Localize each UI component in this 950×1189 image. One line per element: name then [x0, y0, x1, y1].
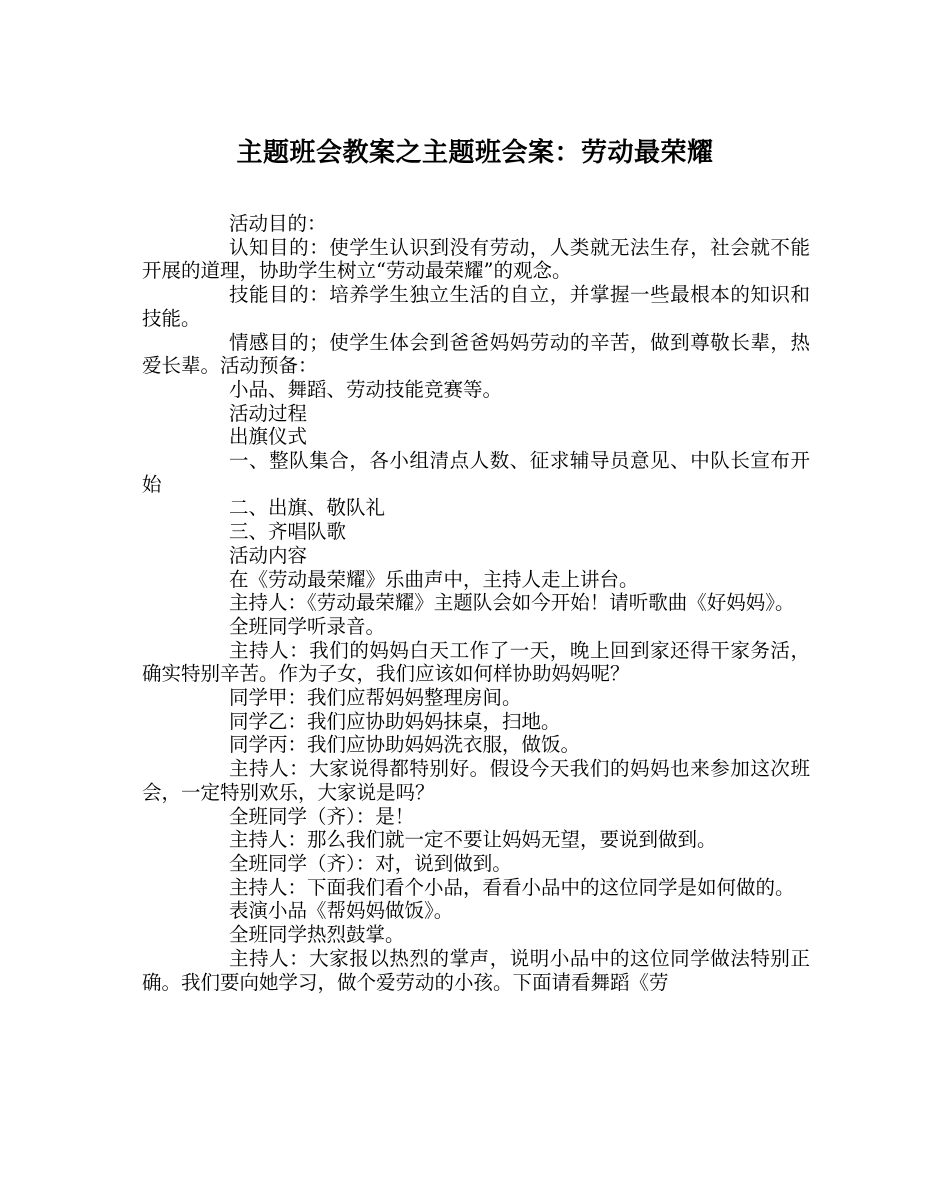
paragraph: 技能目的：培养学生独立生活的自立，并掌握一些最根本的知识和技能。 [142, 283, 810, 330]
paragraph: 全班同学（齐）：是！ [229, 804, 415, 828]
paragraph: 主持人：那么我们就一定不要让妈妈无望，要说到做到。 [229, 828, 717, 852]
paragraph: 全班同学（齐）：对，说到做到。 [229, 851, 512, 875]
paragraph: 全班同学热烈鼓掌。 [229, 923, 405, 947]
paragraph: 小品、舞蹈、劳动技能竞赛等。 [229, 377, 503, 401]
document-title: 主题班会教案之主题班会案：劳动最荣耀 [236, 138, 714, 168]
paragraph: 在《劳动最荣耀》乐曲声中，主持人走上讲台。 [229, 567, 639, 591]
document-body [142, 212, 810, 994]
paragraph: 表演小品《帮妈妈做饭》。 [229, 899, 454, 923]
paragraph: 二、出旗、敬队礼 [229, 496, 386, 520]
paragraph: 主持人：《劳动最荣耀》主题队会如今开始！请听歌曲《好妈妈》。 [229, 591, 795, 615]
paragraph: 情感目的；使学生体会到爸爸妈妈劳动的辛苦，做到尊敬长辈，热爱长辈。活动预备： [142, 330, 810, 378]
paragraph: 活动内容 [229, 543, 308, 567]
paragraph: 认知目的：使学生认识到没有劳动，人类就无法生存，社会就不能开展的道理，协助学生树立“劳动最荣耀”的观念。 [142, 235, 810, 283]
paragraph: 同学甲：我们应帮妈妈整理房间。 [229, 686, 522, 710]
paragraph: 三、齐唱队歌 [229, 520, 347, 544]
paragraph: 活动目的： [229, 212, 327, 235]
paragraph: 同学乙：我们应协助妈妈抹桌，扫地。 [229, 709, 561, 733]
paragraph: 活动过程 [229, 401, 308, 425]
paragraph: 一、整队集合，各小组清点人数、征求辅导员意见、中队长宣布开始 [142, 449, 810, 496]
paragraph: 主持人：我们的妈妈白天工作了一天，晚上回到家还得干家务活，确实特别辛苦。作为子女，我们应该如何样协助妈妈呢？ [142, 638, 810, 686]
paragraph: 出旗仪式 [229, 425, 308, 449]
paragraph: 主持人：下面我们看个小品，看看小品中的这位同学是如何做的。 [229, 875, 795, 899]
paragraph: 全班同学听录音。 [229, 614, 386, 638]
paragraph: 主持人：大家报以热烈的掌声，说明小品中的这位同学做法特别正确。我们要向她学习，做个爱劳动的小孩。下面请看舞蹈《劳 [142, 946, 810, 994]
paragraph: 同学丙：我们应协助妈妈洗衣服，做饭。 [229, 733, 581, 757]
paragraph: 主持人：大家说得都特别好。假设今天我们的妈妈也来参加这次班会，一定特别欢乐，大家说是吗？ [142, 757, 810, 804]
